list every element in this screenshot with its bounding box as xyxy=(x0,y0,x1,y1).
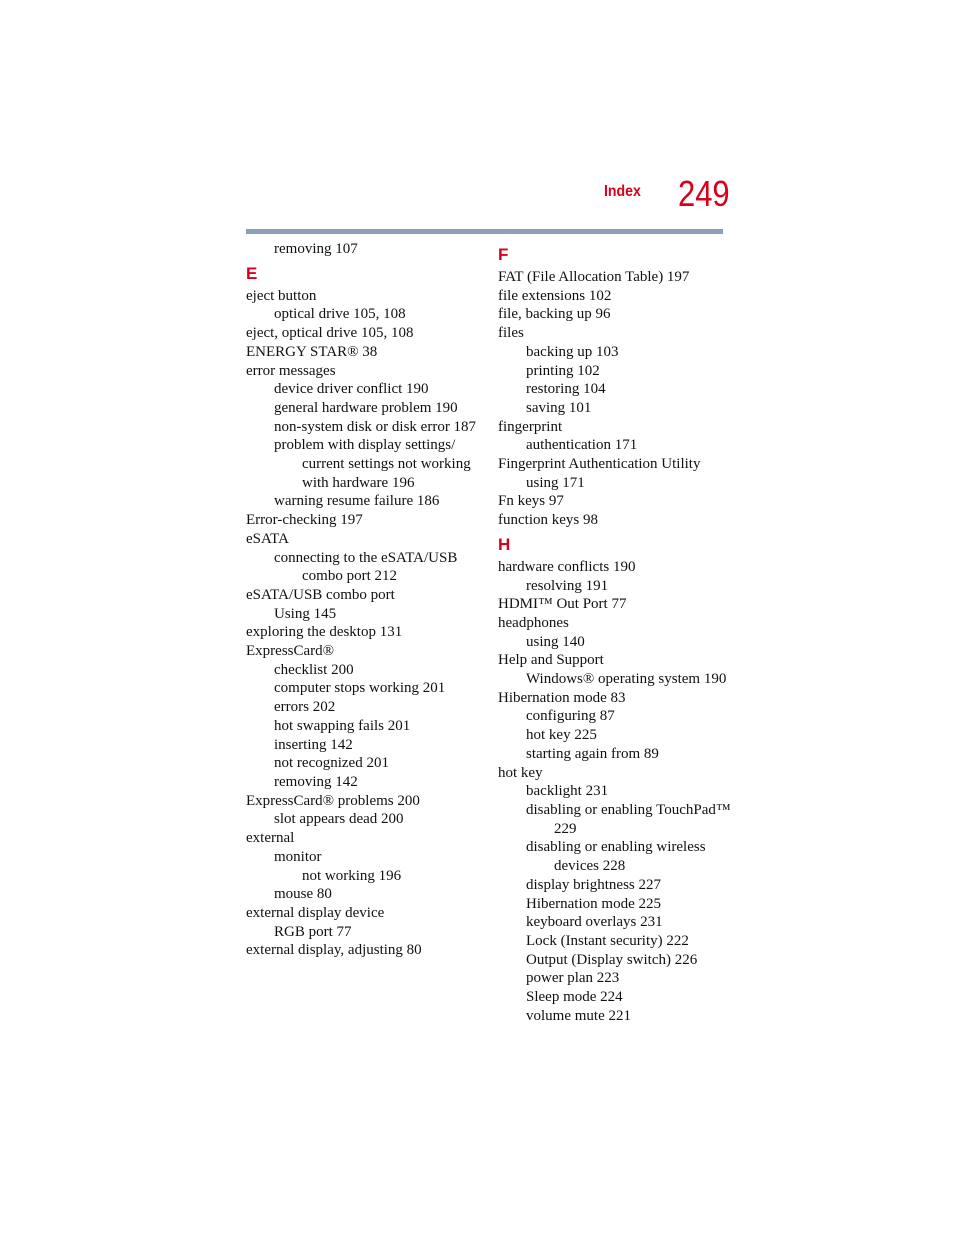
index-subentry: not working 196 xyxy=(302,867,402,884)
index-subentry: volume mute 221 xyxy=(526,1007,631,1024)
index-entry: hardware conflicts 190 xyxy=(498,558,636,575)
index-subentry: printing 102 xyxy=(526,362,600,379)
index-column-right xyxy=(498,240,738,1025)
index-entry: hot key xyxy=(498,764,543,781)
index-subentry: starting again from 89 xyxy=(526,745,659,762)
index-entry: file extensions 102 xyxy=(498,287,612,304)
index-letter-heading: F xyxy=(498,245,509,264)
index-entry: external display, adjusting 80 xyxy=(246,942,422,959)
index-subentry: hot swapping fails 201 xyxy=(274,717,411,734)
index-subentry: display brightness 227 xyxy=(526,876,661,893)
index-subentry: resolving 191 xyxy=(526,577,609,594)
index-subentry: disabling or enabling wireless xyxy=(526,839,706,856)
index-subentry: problem with display settings/ xyxy=(274,437,456,454)
index-subentry: computer stops working 201 xyxy=(274,680,446,697)
index-subentry: monitor xyxy=(274,848,322,865)
index-subentry: disabling or enabling TouchPad™ xyxy=(526,801,731,818)
index-subentry: Hibernation mode 225 xyxy=(526,895,661,912)
index-subentry: backlight 231 xyxy=(526,783,609,800)
index-entry: external xyxy=(246,830,295,847)
index-entry: exploring the desktop 131 xyxy=(246,624,403,641)
index-entry: eSATA/USB combo port xyxy=(246,586,395,603)
index-subentry: device driver conflict 190 xyxy=(274,381,429,398)
index-subentry: hot key 225 xyxy=(526,727,597,744)
index-subentry: RGB port 77 xyxy=(274,923,352,940)
index-entry: Fn keys 97 xyxy=(498,493,564,510)
index-entry: eject button xyxy=(246,287,317,304)
index-entry: function keys 98 xyxy=(498,512,598,529)
index-subentry: devices 228 xyxy=(554,858,626,875)
index-entry: Hibernation mode 83 xyxy=(498,689,626,706)
index-entry: external display device xyxy=(246,904,385,921)
index-subentry: errors 202 xyxy=(274,699,336,716)
index-subentry: general hardware problem 190 xyxy=(274,399,458,416)
index-entry: Help and Support xyxy=(498,652,604,669)
index-subentry: keyboard overlays 231 xyxy=(526,914,663,931)
index-subentry: Windows® operating system 190 xyxy=(526,671,727,688)
index-subentry: removing 107 xyxy=(274,241,358,257)
index-entry: Fingerprint Authentication Utility xyxy=(498,456,701,473)
index-subentry: authentication 171 xyxy=(526,437,638,454)
index-subentry: checklist 200 xyxy=(274,661,354,678)
index-subentry: current settings not working xyxy=(302,456,471,473)
index-subentry: not recognized 201 xyxy=(274,755,389,772)
index-letter-heading: E xyxy=(246,263,258,283)
index-entry: HDMI™ Out Port 77 xyxy=(498,596,627,613)
index-entry: Error-checking 197 xyxy=(246,512,363,529)
index-subentry: slot appears dead 200 xyxy=(274,811,404,828)
index-subentry: using 171 xyxy=(526,474,585,491)
index-subentry: non-system disk or disk error 187 xyxy=(274,418,477,435)
index-subentry: saving 101 xyxy=(526,399,592,416)
index-entry: error messages xyxy=(246,362,336,379)
index-subentry: connecting to the eSATA/USB xyxy=(274,549,458,566)
index-subentry: using 140 xyxy=(526,633,585,650)
index-entry: eSATA xyxy=(246,530,289,547)
index-entry: ExpressCard® problems 200 xyxy=(246,792,420,809)
index-subentry: Lock (Instant security) 222 xyxy=(526,932,689,949)
index-subentry: combo port 212 xyxy=(302,568,397,585)
index-entry: files xyxy=(498,325,524,342)
index-entry: eject, optical drive 105, 108 xyxy=(246,325,414,342)
index-entry: file, backing up 96 xyxy=(498,306,611,323)
index-subentry: power plan 223 xyxy=(526,970,620,987)
index-subentry: with hardware 196 xyxy=(302,474,415,491)
index-column-left xyxy=(246,240,486,960)
index-subentry: configuring 87 xyxy=(526,708,615,725)
index-subentry: Using 145 xyxy=(274,605,337,622)
index-subentry: removing 142 xyxy=(274,773,358,790)
index-subentry: Output (Display switch) 226 xyxy=(526,951,698,968)
index-letter-heading: H xyxy=(498,534,511,554)
index-entry: ENERGY STAR® 38 xyxy=(246,343,378,360)
index-subentry: 229 xyxy=(554,820,577,837)
index-subentry: warning resume failure 186 xyxy=(274,493,440,510)
index-entry: headphones xyxy=(498,614,569,631)
index-entry: fingerprint xyxy=(498,418,563,435)
index-subentry: backing up 103 xyxy=(526,343,619,360)
index-subentry: Sleep mode 224 xyxy=(526,989,623,1006)
index-subentry: restoring 104 xyxy=(526,381,606,398)
header-rule xyxy=(246,229,723,234)
index-subentry: optical drive 105, 108 xyxy=(274,306,406,323)
index-entry: ExpressCard® xyxy=(246,643,335,660)
section-title: Index xyxy=(604,183,641,200)
index-subentry: mouse 80 xyxy=(274,886,332,903)
index-entry: FAT (File Allocation Table) 197 xyxy=(498,269,690,285)
index-subentry: inserting 142 xyxy=(274,736,353,753)
page-number: 249 xyxy=(678,173,730,214)
